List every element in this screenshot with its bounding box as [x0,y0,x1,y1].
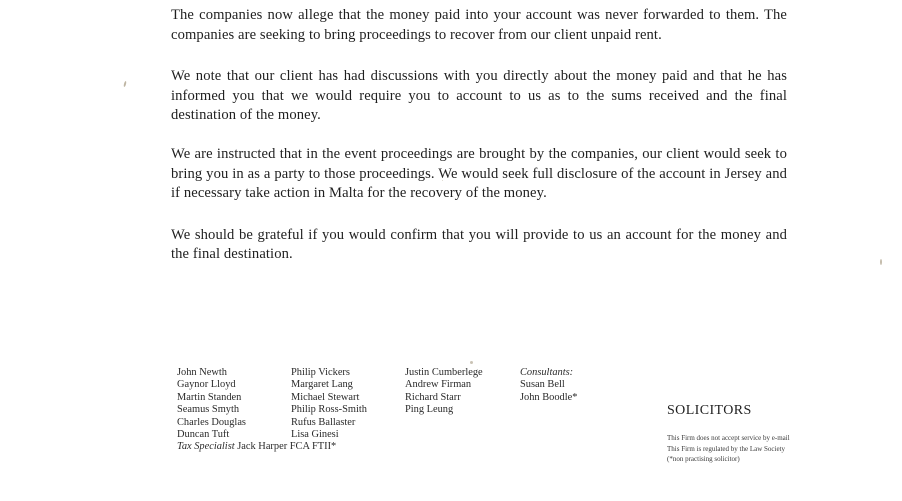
scan-speck [442,180,443,181]
note-law-society-regulation: This Firm is regulated by the Law Society [667,444,786,453]
partner-name: Seamus Smyth [177,404,240,416]
tax-specialist-label: Tax Specialist [177,441,235,452]
partner-name: Rufus Ballaster [291,416,356,428]
solicitors-heading: SOLICITORS [667,403,752,418]
partner-name: Gaynor Lloyd [177,379,236,391]
paragraph-proceedings: We are instructed that in the event proceedings are brought by the companies, our client would seek to bring you in as a party to those proceedings. We would seek full disclosure of the account in Jersey and if necessary take action in Malta for the recovery of the money. [171,145,787,202]
paragraph-request-confirmation: We should be grateful if you would confirm that you will provide to us an account for the money and the final destination. [171,226,787,263]
note-no-email-service: This Firm does not accept service by e-mail [667,434,790,442]
partner-name: Lisa Ginesi [291,428,339,440]
tax-specialist-name: Jack Harper FCA FTII* [237,441,337,452]
partner-name: Richard Starr [405,391,461,403]
partner-name: Michael Stewart [291,391,360,403]
partner-name: John Newth [177,367,227,378]
firm-regulatory-notes [667,433,790,465]
paragraph-client-discussions: We note that our client has had discussions with you directly about the money paid and that he has informed you that we would require you to account to us as to the sums received and the final destination of the money. [171,68,787,124]
consultants-column [520,367,577,404]
partner-name: Philip Vickers [291,367,350,378]
consultant-name: John Boodle* [520,391,578,403]
partner-name: Martin Standen [177,391,242,403]
consultant-name: Susan Bell [520,379,565,391]
partner-name: Ping Leung [405,404,454,416]
scan-speck [123,81,126,87]
partner-name: Charles Douglas [177,416,246,428]
scan-speck [880,259,882,265]
scan-speck [470,361,473,364]
paragraph-companies-allege: The companies now allege that the money paid into your account was never forwarded to them. The companies are seeking to bring proceedings to recover from our client unpaid rent. [171,7,787,43]
note-non-practising: (*non practising solicitor) [667,455,740,463]
partners-column-2 [291,367,367,441]
partner-name: Andrew Firman [405,379,472,391]
consultants-heading: Consultants: [520,367,574,378]
partner-name: Justin Cumberlege [405,367,483,378]
partner-name: Margaret Lang [291,379,353,391]
partner-name: Philip Ross-Smith [291,404,367,416]
tax-specialist-line [177,441,336,453]
partners-column-3 [405,367,483,417]
partners-column-1 [177,367,246,441]
letter-body [171,6,787,282]
partner-name: Duncan Tuft [177,428,230,440]
